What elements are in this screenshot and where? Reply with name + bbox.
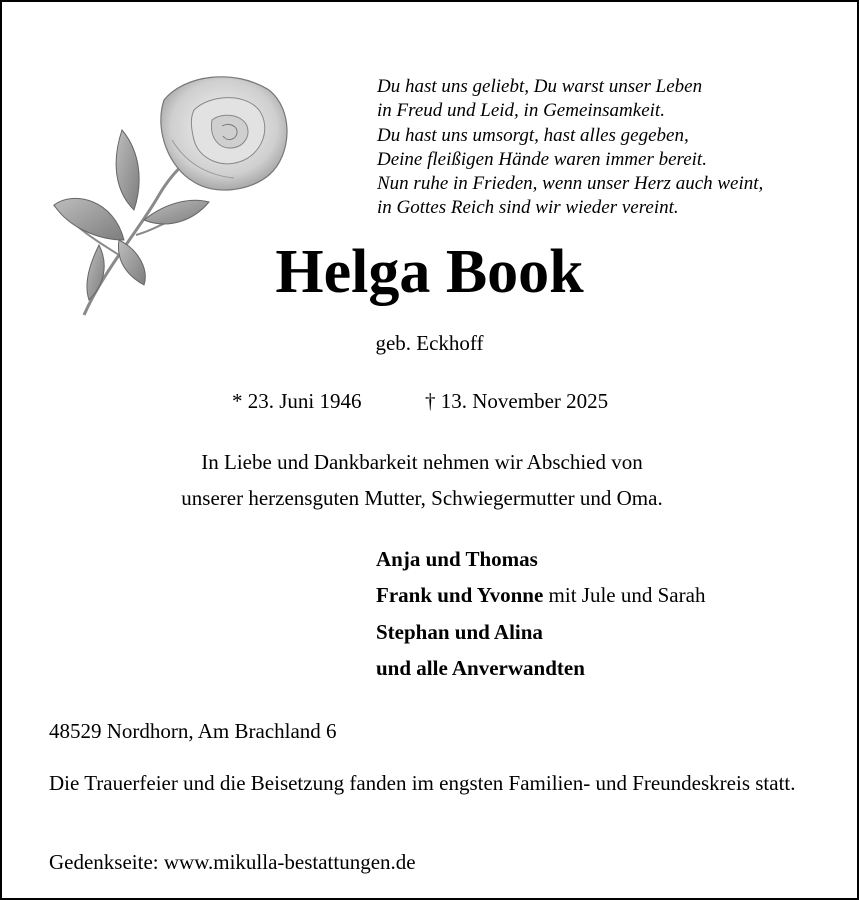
family-entry	[376, 541, 705, 577]
poem-line: Du hast uns umsorgt, hast alles gegeben,	[377, 124, 689, 146]
farewell-line: In Liebe und Dankbarkeit nehmen wir Abschied von	[201, 450, 643, 474]
family-names: Anja und Thomas	[376, 547, 538, 571]
memorial-website: Gedenkseite: www.mikulla-bestattungen.de	[49, 850, 416, 874]
address: 48529 Nordhorn, Am Brachland 6	[49, 719, 337, 743]
death-date: † 13. November 2025	[425, 389, 609, 413]
poem	[377, 75, 763, 221]
deceased-name-text: Helga Book	[275, 238, 584, 306]
birth-date: * 23. Juni 1946	[232, 389, 362, 413]
birth-name: geb. Eckhoff	[375, 331, 484, 355]
poem-line: Nun ruhe in Frieden, wenn unser Herz auch weint,	[377, 173, 764, 195]
funeral-notice: Die Trauerfeier und die Beisetzung fanden im engsten Familien- und Freundeskreis statt.	[49, 771, 796, 795]
poem-line: Du hast uns geliebt, Du warst unser Leben	[377, 76, 703, 97]
family-list	[376, 541, 705, 686]
poem-line: Deine fleißigen Hände waren immer bereit.	[377, 148, 707, 170]
family-names: und alle Anverwandten	[376, 655, 585, 680]
family-entry	[376, 650, 705, 686]
family-names: Frank und Yvonne	[376, 583, 544, 608]
poem-line: in Freud und Leid, in Gemeinsamkeit.	[377, 100, 665, 122]
family-entry	[376, 614, 705, 650]
family-names: Stephan und Alina	[376, 619, 543, 644]
family-extra: mit Jule und Sarah	[543, 583, 706, 608]
family-entry	[376, 577, 705, 613]
farewell-text	[0, 444, 844, 516]
poem-line: in Gottes Reich sind wir wieder vereint.	[377, 197, 679, 219]
deceased-name	[0, 236, 859, 308]
farewell-line: unserer herzensguten Mutter, Schwiegermutter und Oma.	[181, 486, 663, 510]
